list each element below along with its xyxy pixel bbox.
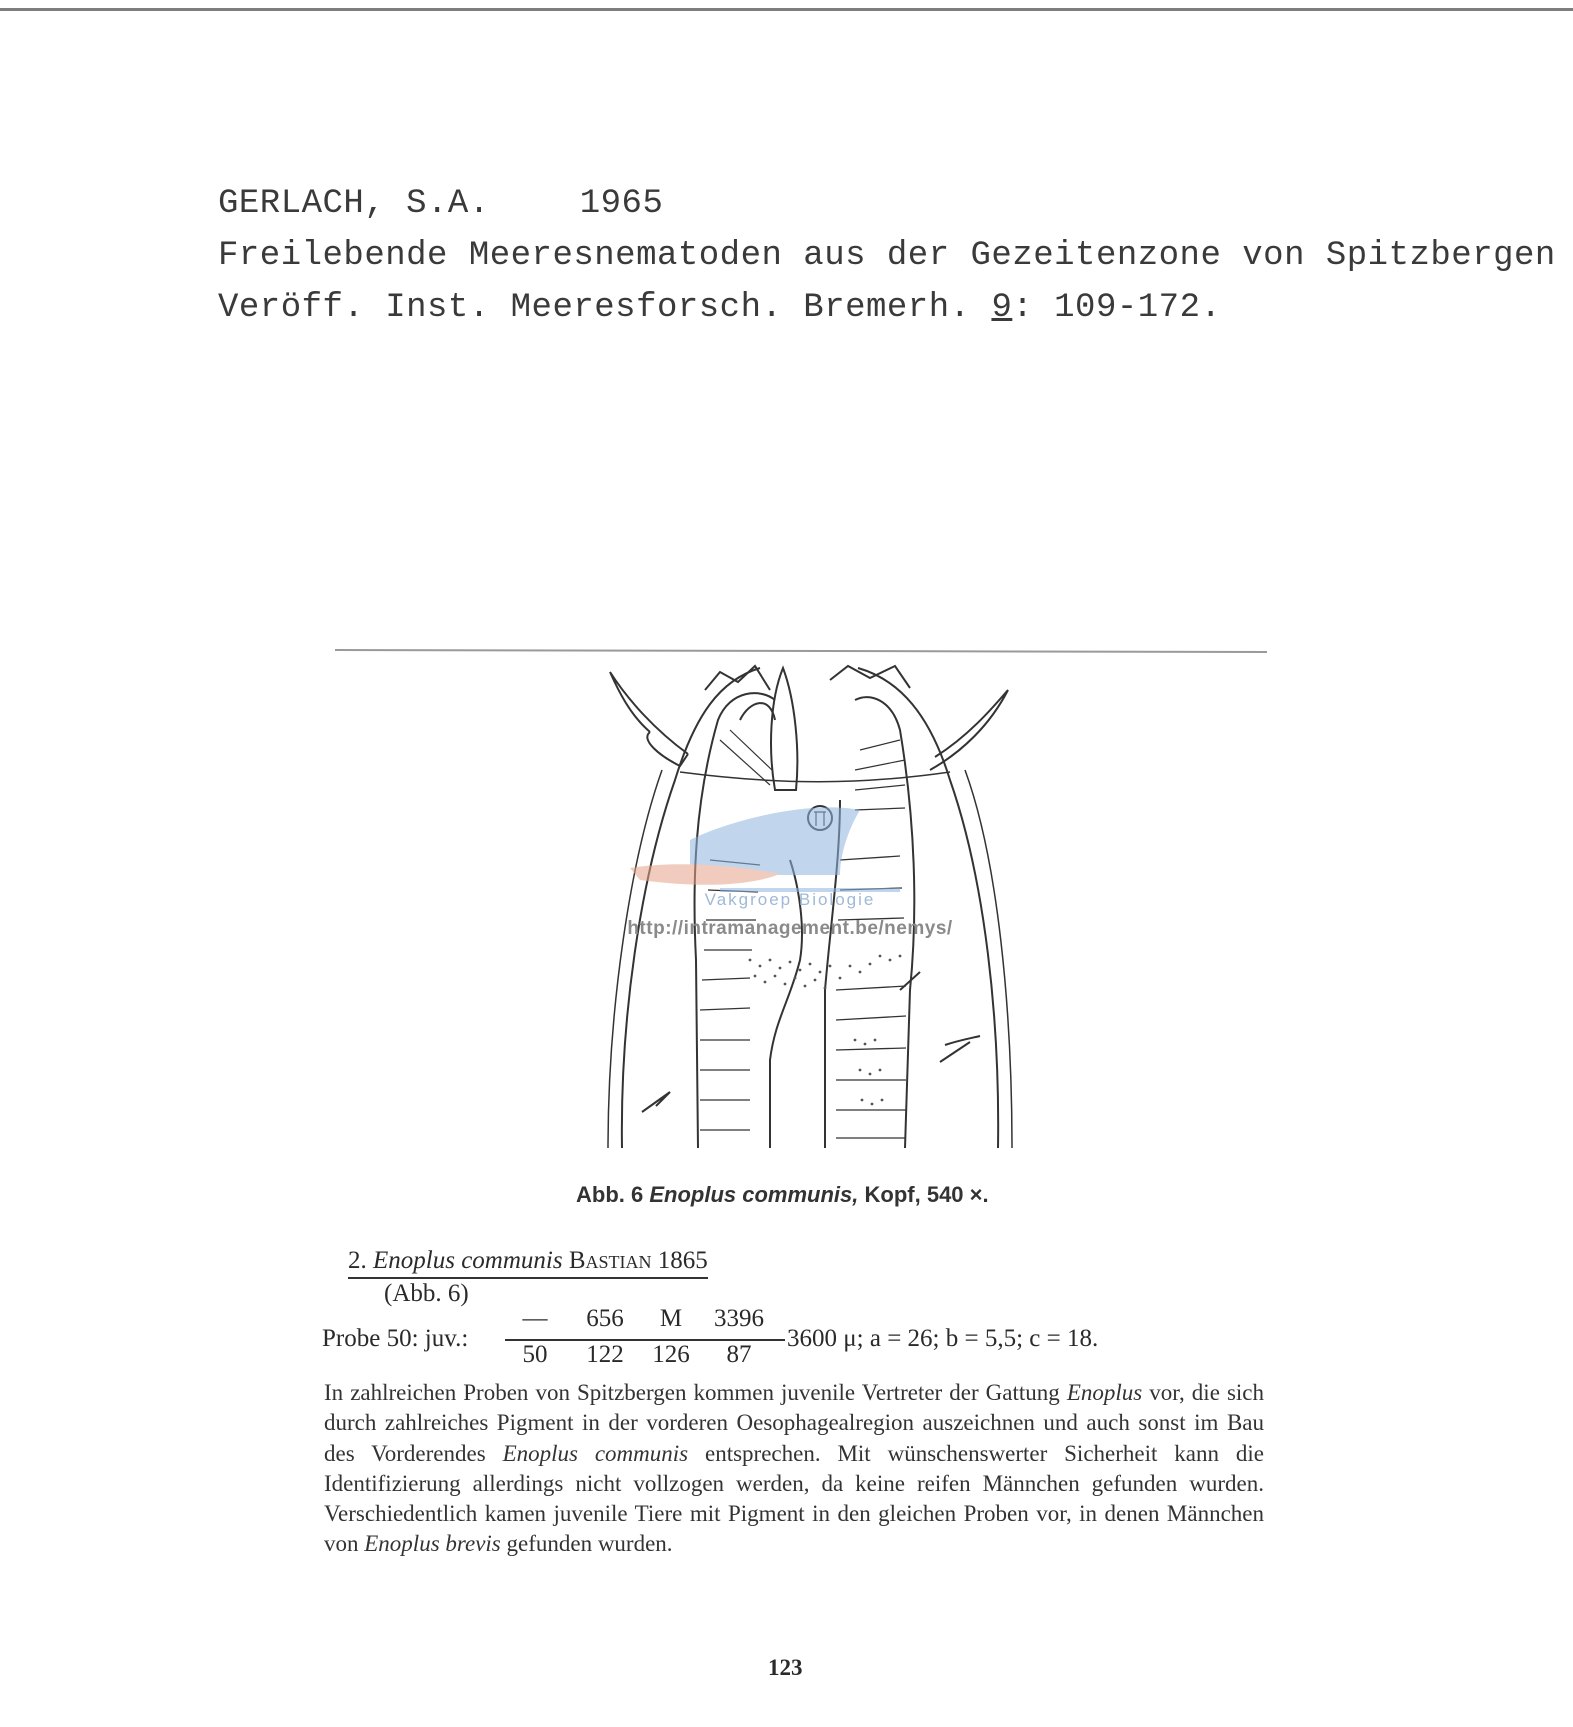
page-number: 123 xyxy=(768,1655,803,1680)
formula-numerator xyxy=(505,1305,785,1335)
species-number: 2. xyxy=(348,1247,367,1274)
paragraph-text: In zahlreichen Proben von Spitzbergen kommen juvenile Vertreter der Gattung xyxy=(324,1380,1067,1405)
figure-caption xyxy=(576,1182,989,1208)
paragraph-taxon: Enoplus xyxy=(1066,1380,1143,1405)
citation-year: 1965 xyxy=(579,185,664,223)
numerator-value: 656 xyxy=(586,1305,624,1332)
numerator-value: M xyxy=(659,1305,683,1332)
caption-prefix: Abb. 6 xyxy=(576,1182,644,1207)
paragraph-text: vor, die sich durch zahlreiches Pigment in der vorderen Oesophagealregion auszeichnen und auch sonst im Bau des Vorderendes xyxy=(324,1380,1265,1466)
figure-top-rule xyxy=(335,649,1267,653)
numerator-value: — xyxy=(522,1305,548,1332)
citation-author: GERLACH, S.A. xyxy=(218,185,490,223)
species-title-line xyxy=(348,1246,708,1279)
caption-species: Enoplus communis, xyxy=(649,1182,859,1207)
species-figure-ref: (Abb. 6) xyxy=(384,1280,469,1307)
citation-title: Freilebende Meeresnematoden aus der Gezeitenzone von Spitzbergen xyxy=(218,237,1556,275)
paragraph-text: gefunden wurden. xyxy=(500,1531,673,1557)
citation-block xyxy=(218,178,1556,334)
watermark-url: http://intramanagement.be/nemys/ xyxy=(627,918,953,939)
numerator-value: 3396 xyxy=(714,1305,764,1332)
species-name: Enoplus communis xyxy=(373,1247,563,1274)
citation-pages: : 109-172. xyxy=(1012,289,1222,327)
denominator-value: 50 xyxy=(522,1341,548,1368)
paragraph-taxon: Enoplus communis xyxy=(502,1440,689,1466)
denominator-value: 122 xyxy=(586,1341,624,1368)
denominator-value: 126 xyxy=(652,1341,690,1368)
species-heading xyxy=(348,1246,708,1309)
top-rule xyxy=(0,8,1573,11)
species-authority: Bastian xyxy=(568,1247,652,1274)
species-year: 1865 xyxy=(657,1247,708,1274)
description-paragraph xyxy=(324,1378,1264,1560)
denominator-value: 87 xyxy=(726,1341,752,1368)
paragraph-text: entsprechen. Mit wünschenswerter Sicherheit kann die Identifizierung allerdings nicht vollzogen werden, da keine reifen Männchen gefunden wurden. Verschiedentlich kamen juvenile Tiere mit Pigment in den gleichen Proben vor, in denen Männchen von xyxy=(324,1440,1264,1557)
formula-lead: Probe 50: juv.: xyxy=(322,1325,469,1352)
nematode-drawing xyxy=(600,660,1060,1170)
formula-denominator xyxy=(505,1341,785,1371)
citation-journal-line xyxy=(218,282,1556,334)
citation-journal: Veröff. Inst. Meeresforsch. Bremerh. xyxy=(218,289,971,327)
formula-tail: 3600 μ; a = 26; b = 5,5; c = 18. xyxy=(787,1325,1099,1352)
nematode-head-illustration xyxy=(600,660,1060,1170)
citation-volume: 9 xyxy=(991,289,1013,327)
caption-rest: Kopf, 540 ×. xyxy=(864,1182,989,1207)
watermark-word: Vakgroep Biologie xyxy=(704,890,876,909)
citation-author-line xyxy=(218,178,1556,230)
paragraph-taxon: Enoplus brevis xyxy=(364,1531,501,1557)
